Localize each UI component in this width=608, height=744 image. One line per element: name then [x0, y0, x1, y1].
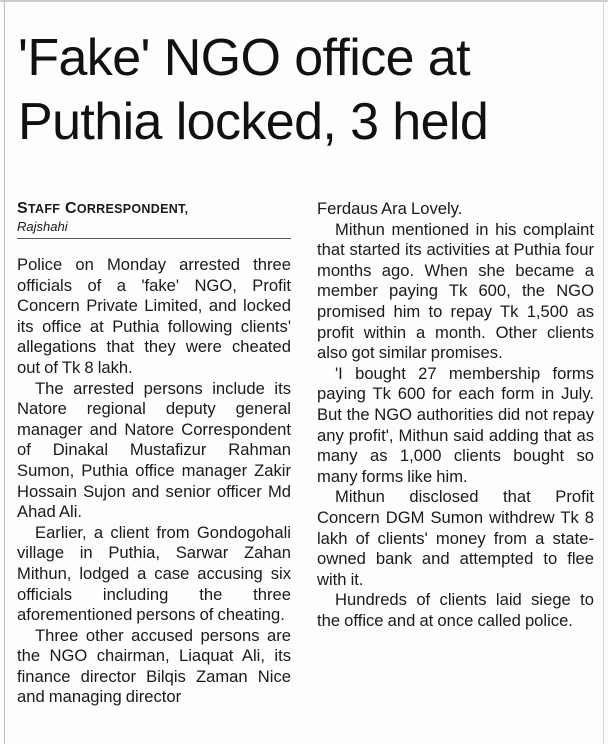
- paragraph: 'I bought 27 membership forms paying Tk 600 for each form in July. But the NGO authorities did not repay any profit', Mithun said adding that as many as 1,000 clients bought so many forms like him.: [317, 363, 594, 486]
- headline-line-2: Puthia locked, 3 held: [18, 93, 489, 151]
- paragraph: Three other accused persons are the NGO chairman, Liaquat Ali, its finance director Bilqis Zaman Nice and managing director: [17, 625, 291, 707]
- top-border: [0, 0, 608, 2]
- left-border: [4, 0, 5, 744]
- paragraph: Mithun mentioned in his complaint that started its activities at Puthia four months ago. When she became a member paying Tk 600, the NGO promised him to repay Tk 1,500 as profit within a month. Other clients also got similar promises.: [317, 219, 594, 363]
- paragraph: Hundreds of clients laid siege to the office and at once called police.: [317, 590, 594, 630]
- right-border: [603, 0, 604, 744]
- paragraph: Ferdaus Ara Lovely.: [317, 199, 463, 218]
- right-column: [317, 199, 594, 631]
- headline: [18, 26, 600, 154]
- byline-initial-2: C: [64, 200, 77, 217]
- byline-rest-2: ORRESPONDENT,: [76, 202, 189, 216]
- byline: [17, 200, 291, 218]
- paragraph: Police on Monday arrested three officials of a 'fake' NGO, Profit Concern Private Limited, and locked its office at Puthia following clients' allegations that they were cheated out of Tk 8 lakh.: [17, 255, 291, 377]
- headline-line-1: 'Fake' NGO office at: [18, 29, 470, 87]
- left-column: [17, 200, 291, 708]
- byline-initial-1: S: [17, 200, 28, 217]
- dateline: Rajshahi: [17, 219, 291, 239]
- paragraph: Earlier, a client from Gondogohali village in Puthia, Sarwar Zahan Mithun, lodged a case accusing six officials including the three aforementioned persons of cheating.: [17, 522, 291, 625]
- byline-rest-1: TAFF: [27, 202, 61, 216]
- paragraph: Mithun disclosed that Profit Concern DGM Sumon withdrew Tk 8 lakh of clients' money from a state-owned bank and attempted to flee with it.: [317, 487, 594, 589]
- paragraph: The arrested persons include its Natore regional deputy general manager and Natore Correspondent of Dinakal Mustafizur Rahman Sumon, Puthia office manager Zakir Hossain Sujon and senior officer Md Ahad Ali.: [17, 378, 291, 522]
